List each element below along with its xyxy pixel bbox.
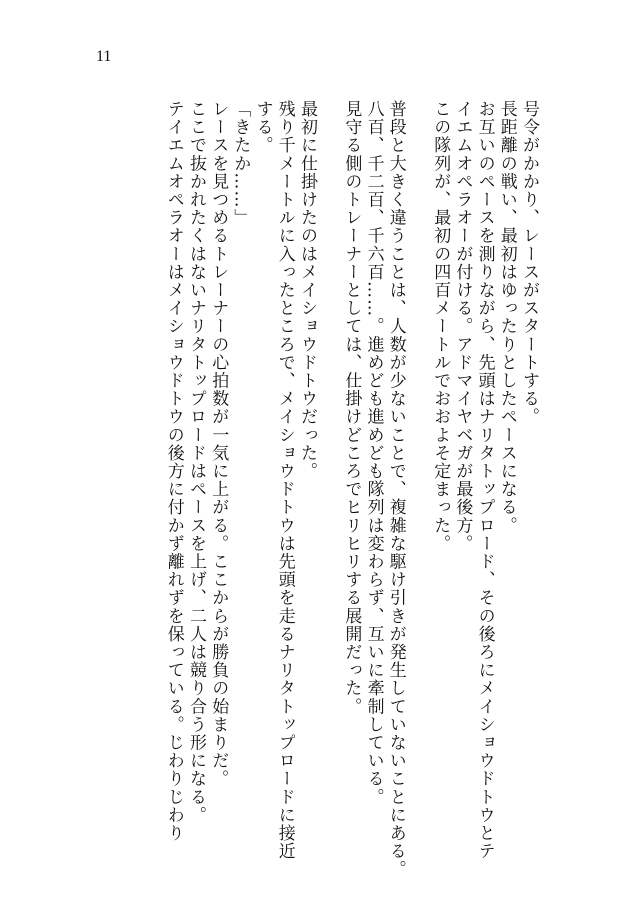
body-text [163,100,540,879]
paragraph-break [318,100,340,820]
text-line: 「きたか……」 [230,100,251,227]
text-line: イエムオペラオーが付ける。アドマイヤベガが最後方。 [452,100,473,553]
text-line: 最初に仕掛けたのはメイショウドトウだった。 [297,100,317,481]
text-line: テイエムオペラオーはメイショウドトウの後方に付かず離れずを保っている。じわりじわり [163,100,184,843]
text-line: この隊列が、最初の四百メートルでおおよそ定まった。 [430,100,451,553]
text-line: する。 [252,100,273,155]
text-line: ここで抜かれたくはないナリタトップロードはペースを上げ、二人は競り合う形になる。 [185,100,206,824]
text-line: 長距離の戦い、最初はゆったりとしたペースになる。 [496,100,517,535]
text-line: お互いのペースを測りながら、先頭はナリタトップロード、その後ろにメイショウドトウとテ [474,100,495,861]
text-line: 号令がかかり、レースがスタートする。 [519,100,539,426]
text-line: 八百、千二百、千六百……。進めども進めども隊列は変わらず、互いに牽制している。 [363,100,384,806]
page-number: 11 [96,48,112,65]
paragraph-break [407,100,429,820]
text-line: レースを見つめるトレーナーの心拍数が一気に上がる。ここからが勝負の始まりだ。 [208,100,229,788]
text-line: 普段と大きく違うことは、人数が少ないことで、複雑な駆け引きが発生していないことにある。 [385,100,406,879]
text-line: 残り千メートルに入ったところで、メイショウドトウは先頭を走るナリタトップロードに接近 [274,100,295,861]
text-line: 見守る側のトレーナーとしては、仕掛けどころでヒリヒリする展開だった。 [341,100,362,716]
